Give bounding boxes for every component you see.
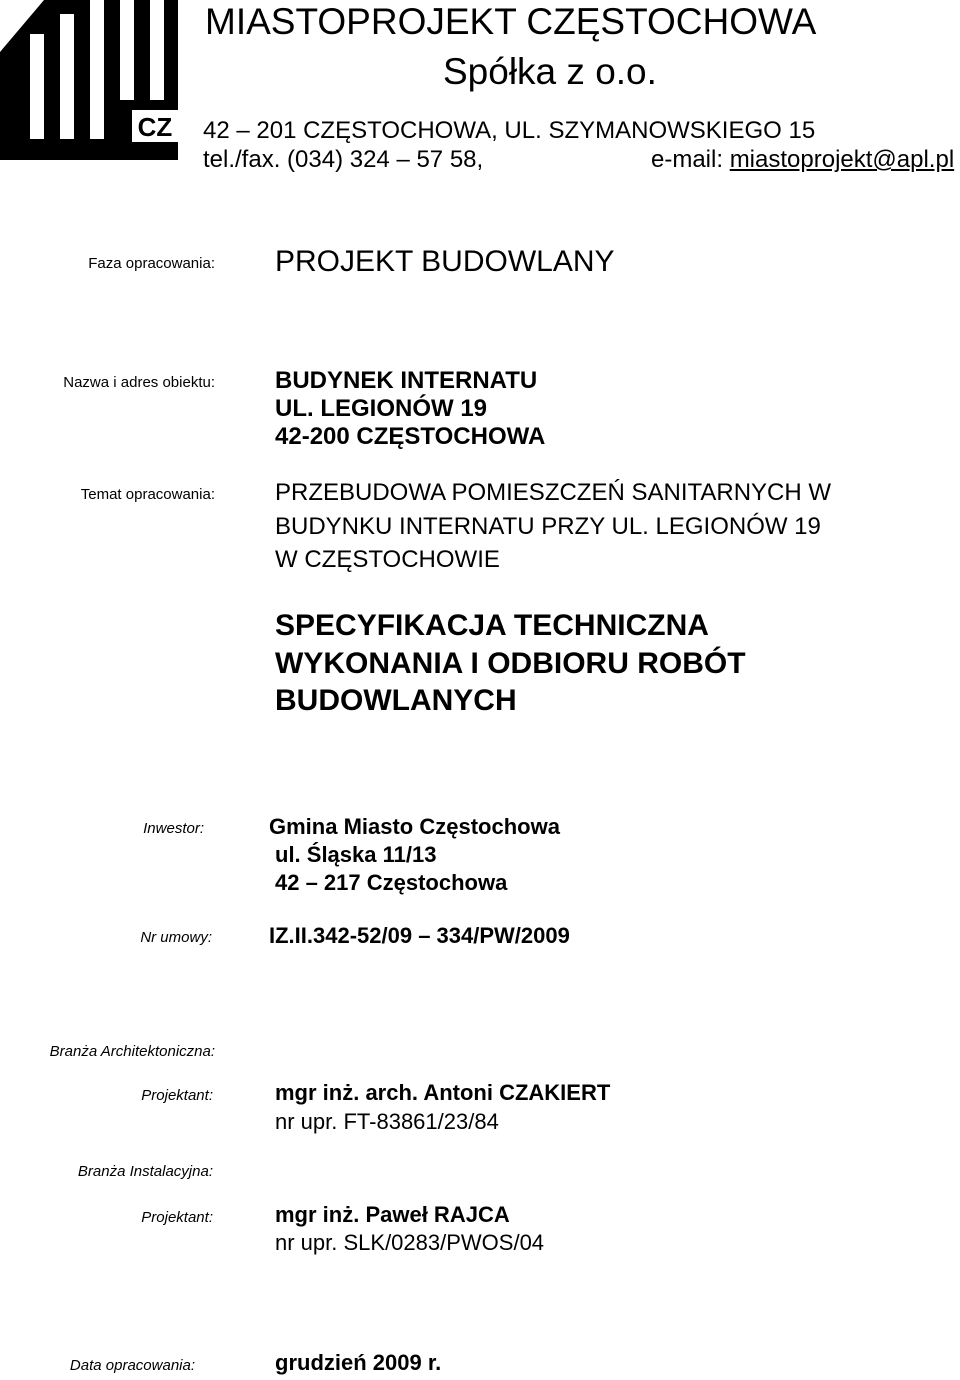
installation-section-label: Branża Instalacyjna: [77, 1163, 213, 1180]
email-link[interactable]: miastoprojekt@apl.pl [729, 146, 955, 173]
installation-designer-label: Projektant: [141, 1209, 213, 1226]
spec-title-line-1: SPECYFIKACJA TECHNICZNA [275, 609, 709, 642]
topic-line-1: PRZEBUDOWA POMIESZCZEŃ SANITARNYCH W [275, 479, 832, 506]
object-label: Nazwa i adres obiektu: [63, 374, 215, 391]
investor-label: Inwestor: [143, 820, 204, 837]
company-name: MIASTOPROJEKT CZĘSTOCHOWA [205, 1, 817, 42]
installation-designer-name: mgr inż. Paweł RAJCA [275, 1202, 510, 1227]
logo-text: CZ [137, 112, 173, 142]
object-line-2: UL. LEGIONÓW 19 [275, 395, 488, 422]
object-line-1: BUDYNEK INTERNATU [275, 367, 538, 394]
architecture-designer-name: mgr inż. arch. Antoni CZAKIERT [275, 1080, 611, 1105]
object-line-3: 42-200 CZĘSTOCHOWA [275, 423, 546, 450]
topic-line-2: BUDYNKU INTERNATU PRZY UL. LEGIONÓW 19 [275, 513, 821, 540]
company-address: 42 – 201 CZĘSTOCHOWA, UL. SZYMANOWSKIEGO 15 [203, 117, 816, 144]
contract-number: IZ.II.342-52/09 – 334/PW/2009 [269, 923, 570, 948]
architecture-license: nr upr. FT-83861/23/84 [275, 1109, 499, 1134]
investor-line-2: ul. Śląska 11/13 [275, 842, 437, 867]
spec-title-line-2: WYKONANIA I ODBIORU ROBÓT [275, 647, 746, 680]
topic-line-3: W CZĘSTOCHOWIE [275, 546, 500, 573]
architecture-designer-label: Projektant: [141, 1087, 213, 1104]
date-value: grudzień 2009 r. [275, 1350, 442, 1375]
architecture-section-label: Branża Architektoniczna: [49, 1043, 215, 1060]
installation-license: nr upr. SLK/0283/PWOS/04 [275, 1230, 545, 1255]
spec-title-line-3: BUDOWLANYCH [275, 684, 517, 717]
email-label: e-mail: [651, 146, 724, 173]
phase-value: PROJEKT BUDOWLANY [275, 245, 615, 278]
date-label: Data opracowania: [69, 1357, 195, 1374]
company-email-row [651, 146, 954, 174]
company-form: Spółka z o.o. [443, 51, 657, 92]
company-phone: tel./fax. (034) 324 – 57 58, [203, 146, 484, 173]
investor-line-1: Gmina Miasto Częstochowa [269, 814, 560, 839]
topic-label: Temat opracowania: [80, 486, 215, 503]
contract-label: Nr umowy: [140, 929, 212, 946]
investor-line-3: 42 – 217 Częstochowa [275, 870, 508, 895]
company-logo [0, 0, 178, 160]
phase-label: Faza opracowania: [88, 255, 215, 272]
